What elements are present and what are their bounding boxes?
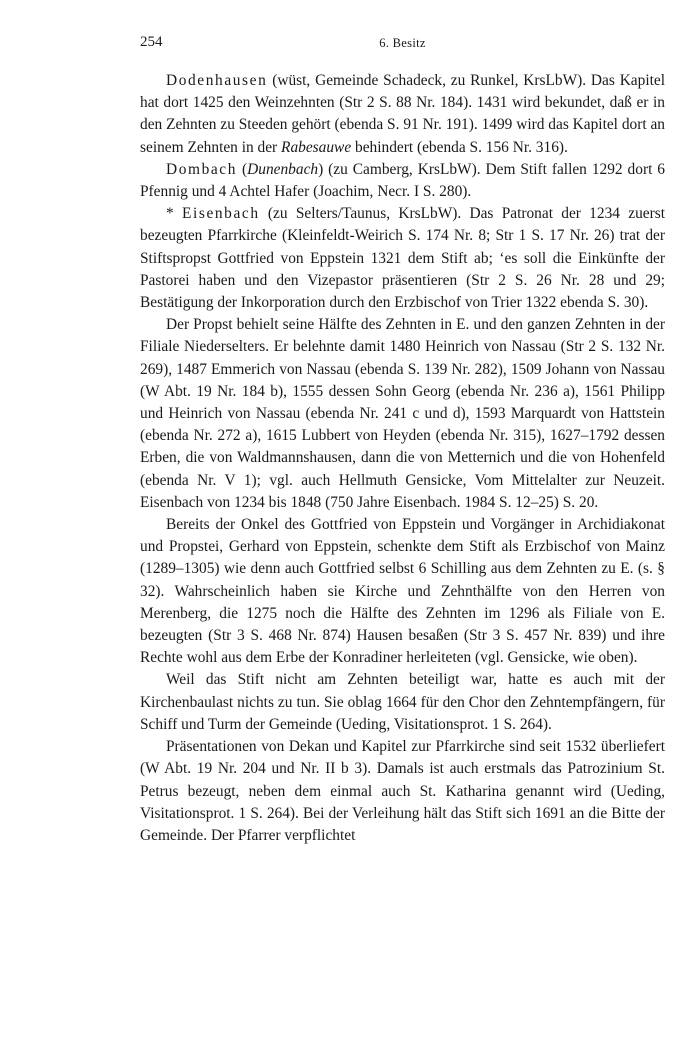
paragraph-text-end: behindert (ebenda S. 156 Nr. 316).	[351, 138, 568, 156]
paragraph-onkel: Bereits der Onkel des Gottfried von Eppstein und Vorgänger in Archidiakonat und Propstei, Gerhard von Eppstein, schenkte dem Stift als Erzbischof von Mainz (1289–1305) wie denn auch Gottfried selbst 6 Schilling aus dem Zehnten zu E. (s. § 32). Wahrscheinlich haben sie Kirche und Zehnthälfte von den Herren von Merenberg, die 1275 noch die Hälfte des Zehnten im 1296 als Filiale von E. bezeugten (Str 3 S. 468 Nr. 874) Hausen besaßen (Str 3 S. 457 Nr. 839) und ihre Rechte wohl aus dem Erbe der Konradiner herleiteten (vgl. Gensicke, wie oben).	[140, 516, 665, 667]
place-name: Dodenhausen	[166, 72, 268, 89]
running-title: 6. Besitz	[379, 36, 426, 50]
asterisk-marker: *	[166, 205, 182, 223]
text-body	[140, 70, 665, 847]
paragraph-text: (zu Selters/Taunus, KrsLbW). Das Patronat der 1234 zuerst bezeugten Pfarrkirche (Kleinfeldt-Weirich S. 174 Nr. 8; Str 1 S. 17 Nr. 26) trat der Stiftspropst Gottfried von Eppstein 1321 dem Stift ab; ‘es soll die Einkünfte der Pastorei haben und den Vizepastor präsentieren (Str 2 S. 26 Nr. 28 und 29; Bestätigung der Inkorporation durch den Erzbischof von Trier 1322 ebenda S. 30).	[140, 205, 665, 312]
paragraph-weil: Weil das Stift nicht am Zehnten beteiligt war, hatte es auch mit der Kirchenbaulast nichts zu tun. Sie oblag 1664 für den Chor den Zehntempfängern, für Schiff und Turm der Gemeinde (Ueding, Visitationsprot. 1 S. 264).	[140, 671, 665, 733]
paragraph-eisenbach	[140, 203, 665, 314]
paragraph-praesentationen: Präsentationen von Dekan und Kapitel zur Pfarrkirche sind seit 1532 überliefert (W Abt. 19 Nr. 204 und Nr. II b 3). Damals ist auch erstmals das Patrozinium St. Petrus bezeugt, neben dem einmal auch St. Katharina genannt wird (Ueding, Visitationsprot. 1 S. 264). Bei der Verleihung hält das Stift sich 1691 an die Bitte der Gemeinde. Der Pfarrer verpflichtet	[140, 738, 665, 844]
italic-term: Dunenbach	[247, 160, 319, 178]
place-name: Eisenbach	[181, 205, 260, 223]
page-header	[140, 34, 665, 54]
paragraph-dodenhausen	[140, 70, 665, 159]
paragraph-text: (wüst, Gemeinde Schadeck, zu Runkel, KrsLbW). Das Kapitel hat dort 1425 den Weinzehnten (Str 2 S. 88 Nr. 184). 1431 wird bekundet, daß er in den Zehnten zu Steeden gehört (ebenda S. 91 Nr. 191). 1499 wird das Kapitel dort an seinem Zehnten in der	[140, 72, 665, 156]
italic-term: Rabesauwe	[281, 138, 352, 156]
paragraph-text-open: (	[237, 160, 248, 178]
paragraph-propst: Der Propst behielt seine Hälfte des Zehnten in E. und den ganzen Zehnten in der Filiale Niederselters. Er belehnte damit 1480 Heinrich von Nassau (Str 2 S. 132 Nr. 269), 1487 Emmerich von Nassau (ebenda S. 139 Nr. 282), 1509 Johann von Nassau (W Abt. 19 Nr. 184 b), 1555 dessen Sohn Georg (ebenda Nr. 236 a), 1561 Philipp und Heinrich von Nassau (ebenda Nr. 241 c und d), 1593 Marquardt von Hattstein (ebenda Nr. 272 a), 1615 Lubbert von Heyden (ebenda Nr. 315), 1627–1792 dessen Erben, die von Waldmannshausen, dann die von Metternich und die von Hohenfeld (ebenda Nr. V 1); vgl. auch Hellmuth Gensicke, Vom Mittelalter zur Neuzeit. Eisenbach von 1234 bis 1848 (750 Jahre Eisenbach. 1984 S. 12–25) S. 20.	[140, 316, 665, 511]
place-name: Dombach	[166, 160, 238, 178]
paragraph-text: ) (zu Camberg, KrsLbW). Dem Stift fallen 1292 dort 6 Pfennig und 4 Achtel Hafer (Joachim, Necr. I S. 280).	[140, 160, 665, 201]
paragraph-dombach	[140, 159, 665, 203]
page-number: 254	[140, 34, 163, 50]
